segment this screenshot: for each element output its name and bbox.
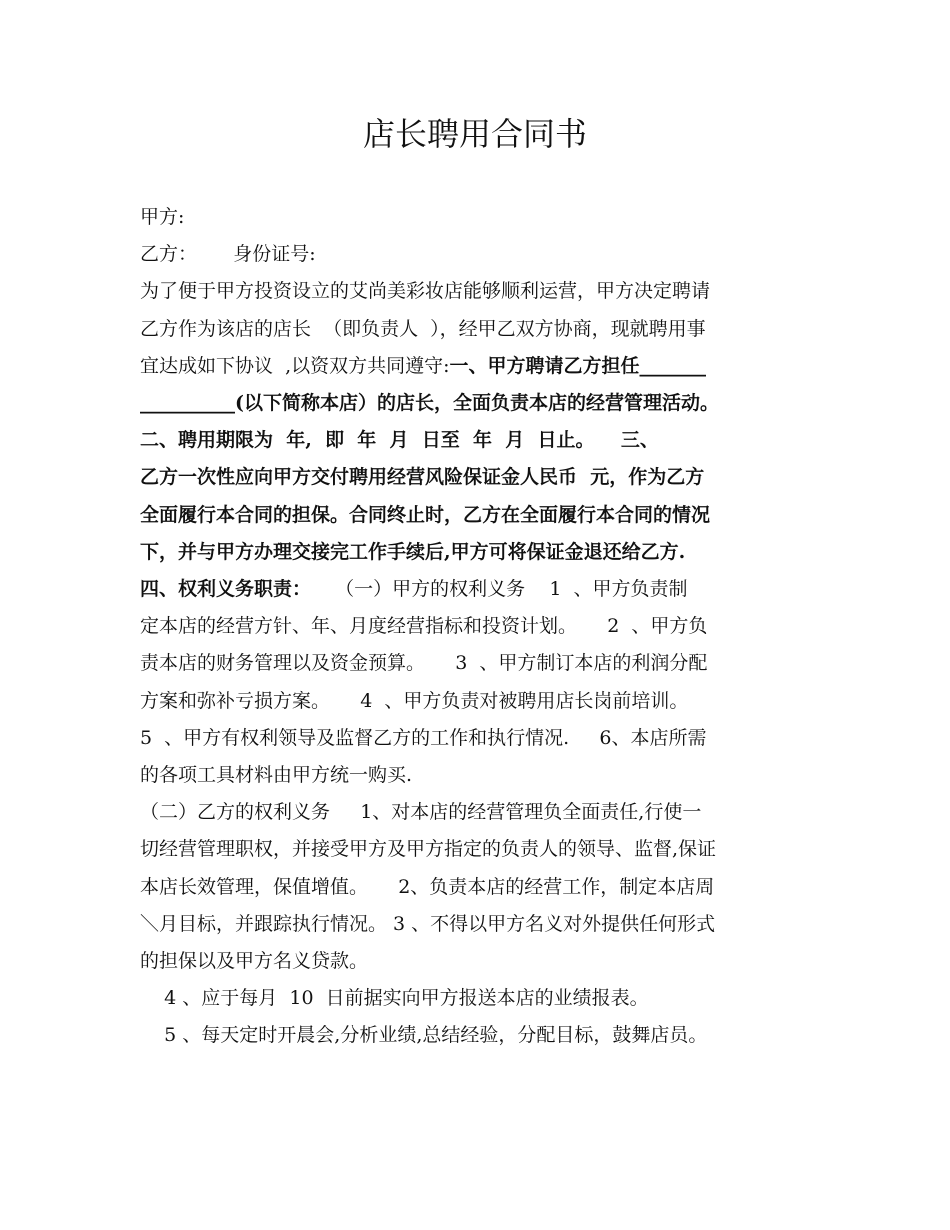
text-line xyxy=(140,682,820,720)
text-line xyxy=(140,830,820,868)
text-segment: 为了便于甲方投资设立的艾尚美彩妆店能够顺利运营，甲方决定聘请 xyxy=(140,280,711,303)
text-line xyxy=(140,421,820,459)
bold-text-segment: 四、权利义务职责： xyxy=(140,578,312,600)
bold-text-segment: __________(以下简称本店）的店长，全面负责本店的经营管理活动。 xyxy=(140,392,719,414)
text-segment: 4 、应于每月 10 日前据实向甲方报送本店的业绩报表。 xyxy=(140,987,649,1010)
text-segment: 责本店的财务管理以及资金预算。 3 、甲方制订本店的利润分配 xyxy=(140,652,708,675)
text-segment: 方案和弥补亏损方案。 4 、甲方负责对被聘用店长岗前培训。 xyxy=(140,689,689,712)
text-line xyxy=(140,1016,820,1054)
text-line xyxy=(140,979,820,1017)
text-segment: ＼月目标，并跟踪执行情况。 3 、不得以甲方名义对外提供任何形式 xyxy=(140,912,716,935)
text-line xyxy=(140,235,820,273)
text-segment: 的担保以及甲方名义贷款。 xyxy=(140,950,369,972)
text-line xyxy=(140,310,820,348)
text-segment: 乙方： 身份证号: xyxy=(140,243,316,266)
text-segment: 甲方: xyxy=(140,206,185,228)
text-line xyxy=(140,905,820,943)
text-line xyxy=(140,793,820,831)
text-segment: 定本店的经营方针、年、月度经营指标和投资计划。 2 、甲方负 xyxy=(140,615,708,638)
text-line xyxy=(140,533,820,571)
text-line xyxy=(140,719,820,757)
bold-text-segment: 一、甲方聘请乙方担任_______ xyxy=(449,354,707,377)
text-line xyxy=(140,756,820,794)
text-segment: （一）甲方的权利义务 1 、甲方负责制 xyxy=(311,578,688,600)
text-line xyxy=(140,272,820,310)
text-line xyxy=(140,458,820,496)
text-line xyxy=(140,347,820,385)
text-segment: 5 、每天定时开晨会,分析业绩,总结经验，分配目标，鼓舞店员。 xyxy=(140,1024,708,1047)
text-segment: 乙方作为该店的店长 （即负责人 ），经甲乙双方协商，现就聘用事 xyxy=(140,317,706,340)
text-line xyxy=(140,384,820,422)
bold-text-segment: 全面履行本合同的担保。合同终止时，乙方在全面履行本合同的情况 xyxy=(140,503,711,526)
document-title: 店长聘用合同书 xyxy=(362,115,587,153)
text-segment: 5 、甲方有权利领导及监督乙方的工作和执行情况. 6、本店所需 xyxy=(140,726,707,749)
text-line xyxy=(140,942,820,980)
text-line xyxy=(140,607,820,645)
text-segment: 的各项工具材料由甲方统一购买. xyxy=(140,764,413,786)
text-segment: （二）乙方的权利义务 1、对本店的经营管理负全面责任,行使一 xyxy=(140,801,702,824)
text-line xyxy=(140,644,820,682)
text-segment: 宜达成如下协议 ,以资双方共同遵守: xyxy=(140,354,450,377)
text-line xyxy=(140,198,820,236)
bold-text-segment: 乙方一次性应向甲方交付聘用经营风险保证金人民币 元，作为乙方 xyxy=(140,466,705,489)
text-segment: 切经营管理职权，并接受甲方及甲方指定的负责人的领导、监督,保证 xyxy=(140,838,717,861)
bold-text-segment: 下，并与甲方办理交接完工作手续后,甲方可将保证金退还给乙方. xyxy=(140,540,686,563)
text-line xyxy=(140,570,820,608)
text-segment: 本店长效管理，保值增值。 2、负责本店的经营工作，制定本店周 xyxy=(140,875,715,898)
text-line xyxy=(140,496,820,534)
text-line xyxy=(140,868,820,906)
bold-text-segment: 二、聘用期限为 年, 即 年 月 日至 年 月 日止。 三、 xyxy=(140,429,659,452)
